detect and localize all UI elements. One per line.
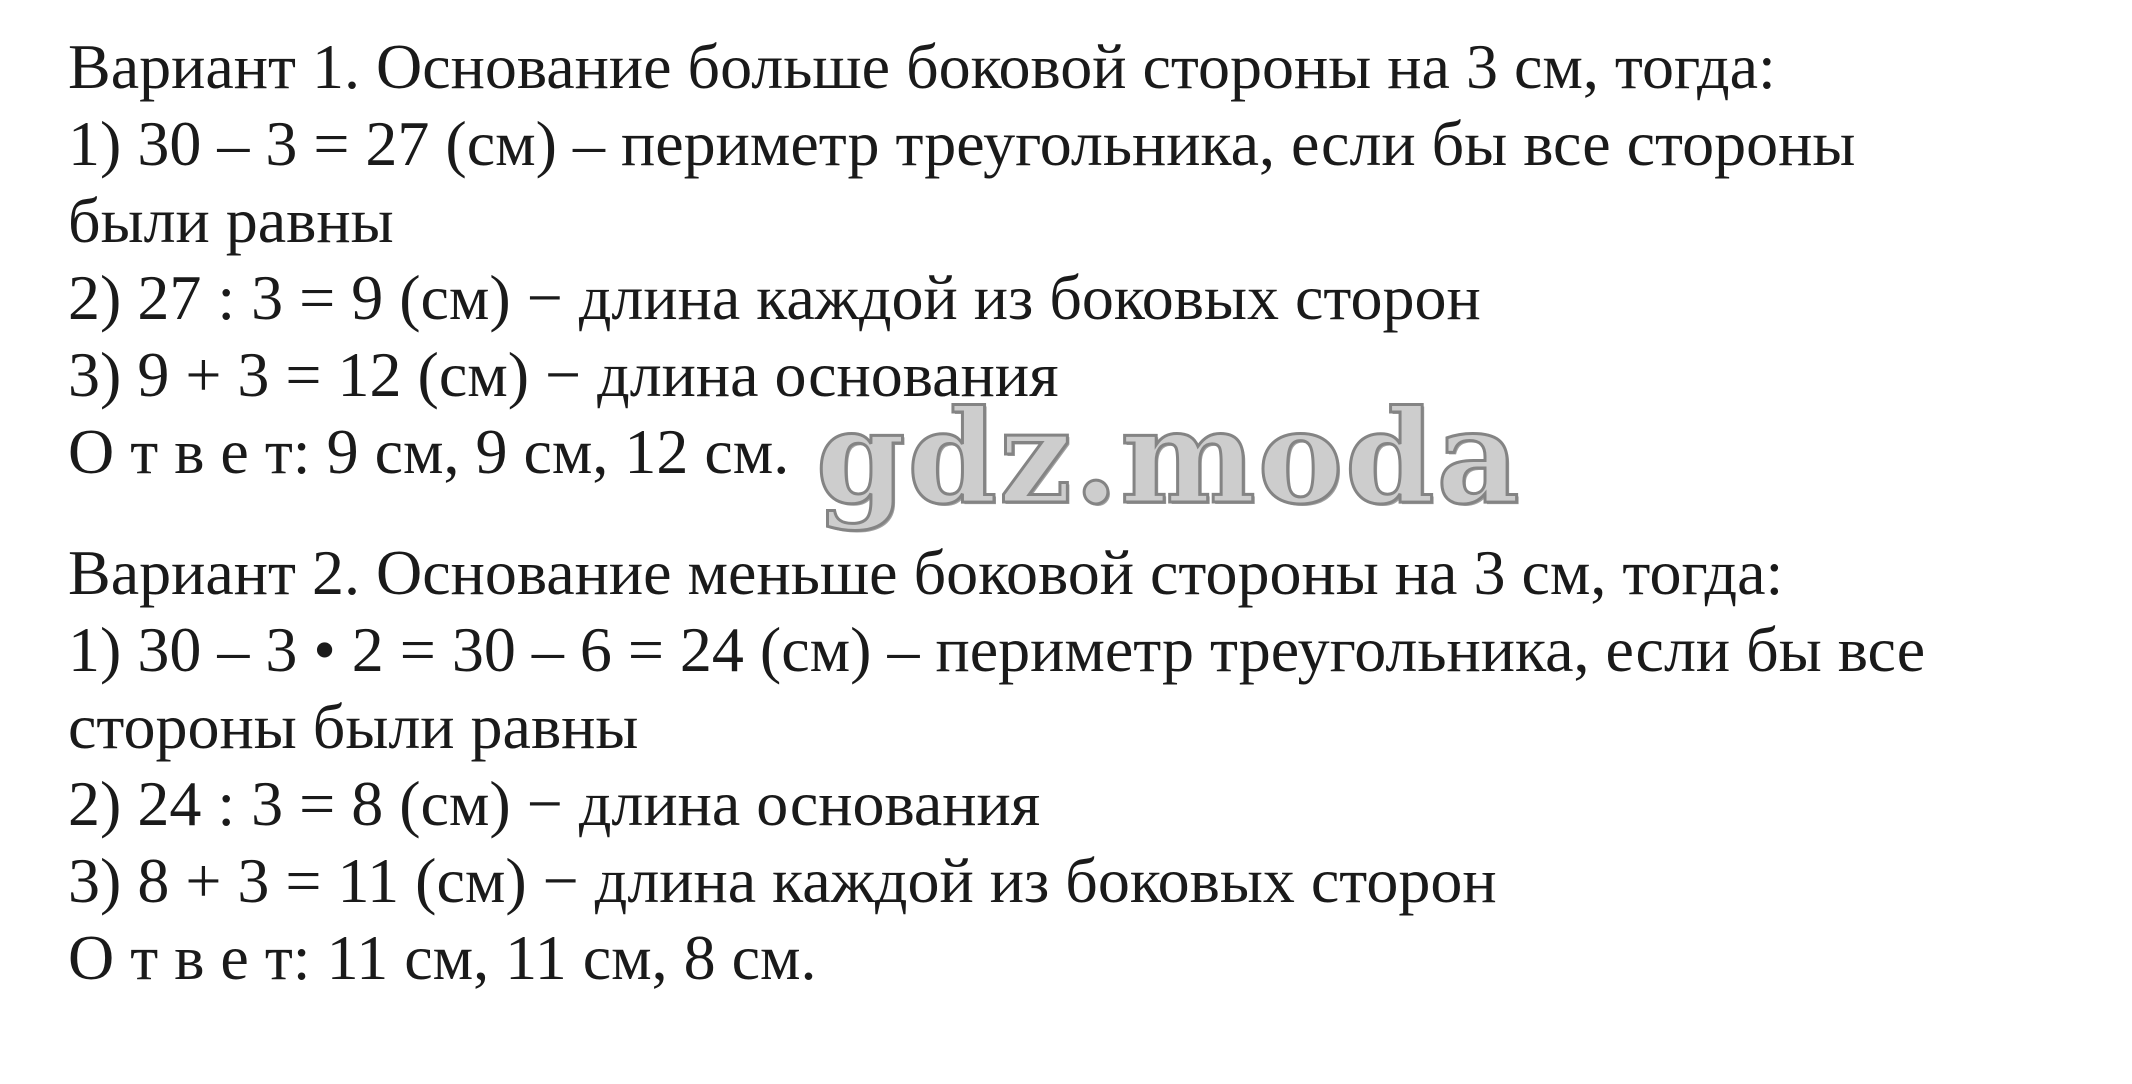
watermark-logo: gdz.moda: [816, 383, 1522, 533]
variant-2-block: [68, 534, 2108, 996]
block-spacer: [68, 490, 2108, 534]
variant-1-step-1: 1) 30 – 3 = 27 (см) – периметр треугольника, если бы все стороны: [68, 108, 1856, 179]
variant-1-step-1-continued: были равны: [68, 185, 394, 256]
variant-1-answer: О т в е т: 9 см, 9 см, 12 см.: [68, 416, 790, 487]
solution-text: [68, 28, 2108, 996]
variant-2-step-2: 2) 24 : 3 = 8 (см) − длина основания: [68, 768, 1041, 839]
variant-2-heading: Вариант 2. Основание меньше боковой стороны на 3 см, тогда:: [68, 537, 1784, 608]
variant-2-answer: О т в е т: 11 см, 11 см, 8 см.: [68, 922, 817, 993]
variant-1-heading: Вариант 1. Основание больше боковой стороны на 3 см, тогда:: [68, 31, 1776, 102]
variant-2-step-1: 1) 30 – 3 • 2 = 30 – 6 = 24 (см) – периметр треугольника, если бы все: [68, 614, 1926, 685]
variant-1-block: [68, 28, 2108, 490]
variant-1-step-3: 3) 9 + 3 = 12 (см) − длина основания: [68, 339, 1059, 410]
variant-2-step-1-continued: стороны были равны: [68, 691, 639, 762]
variant-2-step-3: 3) 8 + 3 = 11 (см) − длина каждой из боковых сторон: [68, 845, 1497, 916]
variant-1-step-2: 2) 27 : 3 = 9 (см) − длина каждой из боковых сторон: [68, 262, 1481, 333]
